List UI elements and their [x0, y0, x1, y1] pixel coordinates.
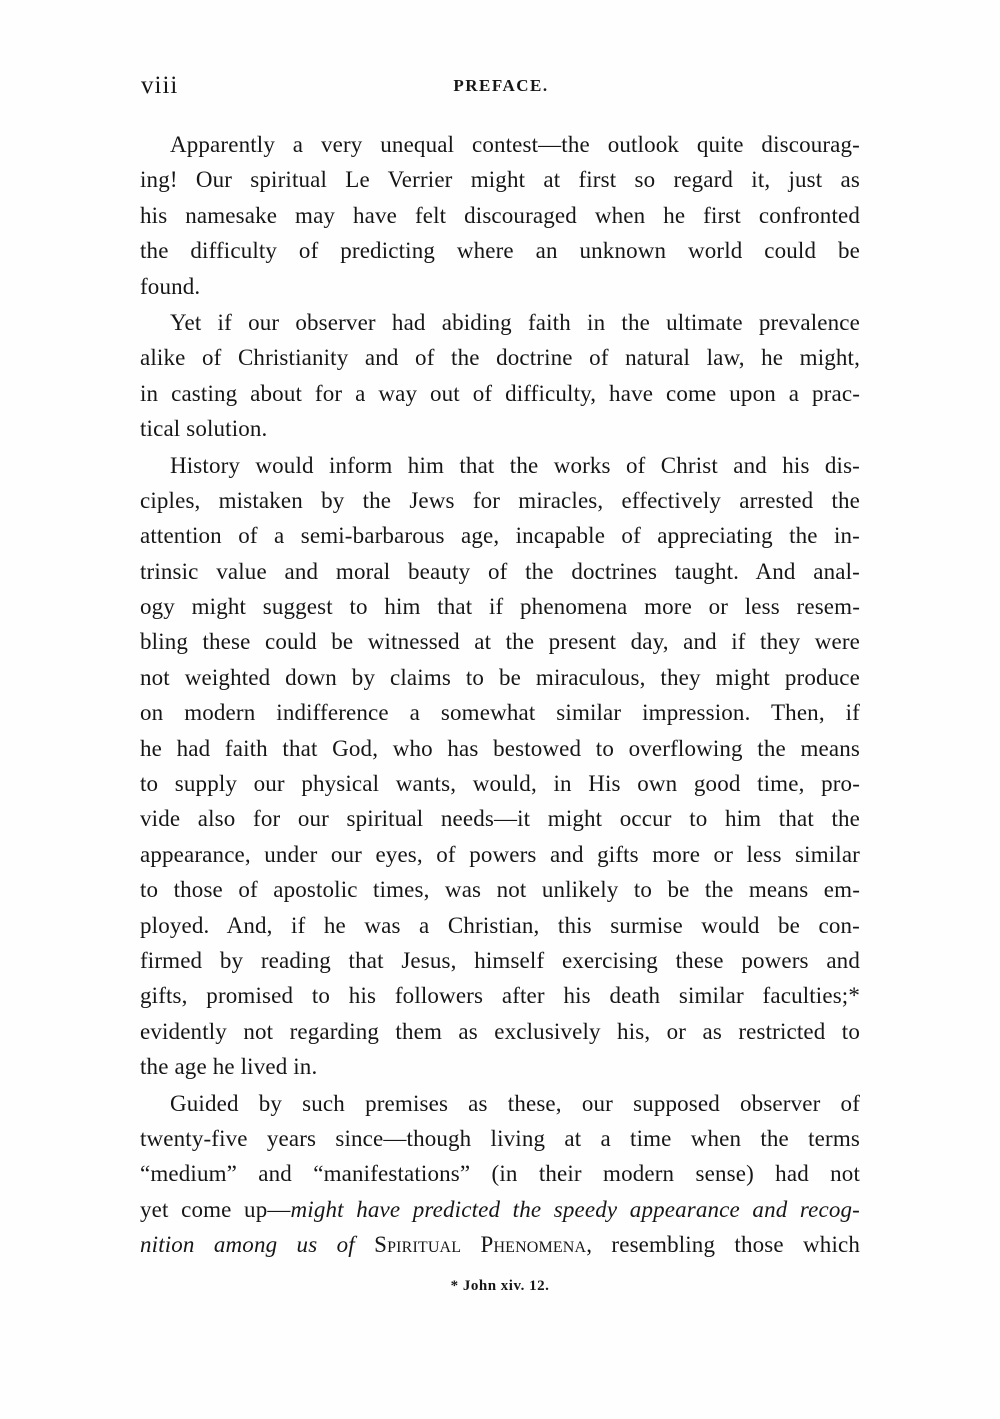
- text-line: on modern indifference a somewhat similar impression. Then, if: [140, 700, 860, 726]
- text-line: Yet if our observer had abiding faith in the ultimate prevalence: [170, 309, 860, 335]
- text-line: ing! Our spiritual Le Verrier might at first so regard it, just as: [140, 167, 860, 193]
- roman-text: , resembling those which: [586, 1232, 860, 1258]
- text-line: vide also for our spiritual needs—it might occur to him that the: [140, 806, 860, 832]
- text-line-mixed: [140, 1192, 860, 1227]
- text-line: Guided by such premises as these, our supposed observer of: [170, 1090, 860, 1116]
- paragraph-2: [140, 305, 860, 447]
- text-line: ogy might suggest to him that if phenomena more or less resem-: [140, 594, 860, 620]
- text-line: appearance, under our eyes, of powers and gifts more or less similar: [140, 841, 860, 867]
- paragraph-3: [140, 448, 860, 1085]
- footnote: * John xiv. 12.: [450, 1278, 550, 1294]
- text-line-mixed: [140, 1227, 860, 1262]
- text-line: found.: [140, 273, 201, 299]
- text-line: ployed. And, if he was a Christian, this surmise would be con-: [140, 912, 860, 938]
- text-line: the age he lived in.: [140, 1054, 318, 1080]
- text-line: alike of Christianity and of the doctrine of natural law, he might,: [140, 345, 860, 371]
- small-caps-text: Spiritual Phenomena: [374, 1232, 587, 1258]
- italic-text: nition among us of: [140, 1232, 355, 1258]
- running-title: PREFACE.: [453, 76, 549, 95]
- text-line: trinsic value and moral beauty of the doctrines taught. And anal-: [140, 558, 860, 584]
- text-line: Apparently a very unequal contest—the outlook quite discourag-: [170, 132, 860, 157]
- text-line: firmed by reading that Jesus, himself exercising these powers and: [140, 947, 860, 973]
- text-line: evidently not regarding them as exclusively his, or as restricted to: [140, 1018, 860, 1044]
- text-line: in casting about for a way out of difficulty, have come upon a prac-: [140, 380, 860, 406]
- text-line: not weighted down by claims to be miraculous, they might produce: [140, 664, 860, 690]
- running-head: [141, 72, 861, 102]
- text-line: to those of apostolic times, was not unlikely to be the means em-: [140, 877, 860, 903]
- body-text: [140, 127, 860, 1263]
- page-number: viii: [141, 72, 179, 99]
- italic-text: might have predicted the speedy appearance and recog-: [290, 1196, 860, 1222]
- text-line: bling these could be witnessed at the present day, and if they were: [140, 629, 860, 655]
- text-line: to supply our physical wants, would, in His own good time, pro-: [140, 771, 860, 797]
- text-line: History would inform him that the works of Christ and his dis-: [170, 452, 860, 478]
- text-line: twenty-five years since—though living at a time when the terms: [140, 1125, 860, 1151]
- paragraph-1: [140, 127, 860, 304]
- text-line: attention of a semi-barbarous age, incapable of appreciating the in-: [140, 523, 860, 549]
- paragraph-4: [140, 1086, 860, 1263]
- text-line: tical solution.: [140, 416, 268, 442]
- text-line: gifts, promised to his followers after his death similar faculties;*: [140, 983, 860, 1009]
- text-line: he had faith that God, who has bestowed to overflowing the means: [140, 735, 860, 761]
- text-line: the difficulty of predicting where an unknown world could be: [140, 238, 860, 264]
- roman-text: yet come up—: [140, 1196, 291, 1222]
- text-line: ciples, mistaken by the Jews for miracles, effectively arrested the: [140, 487, 860, 513]
- text-line: “medium” and “manifestations” (in their modern sense) had not: [140, 1161, 860, 1187]
- text-line: his namesake may have felt discouraged when he first confronted: [140, 202, 860, 228]
